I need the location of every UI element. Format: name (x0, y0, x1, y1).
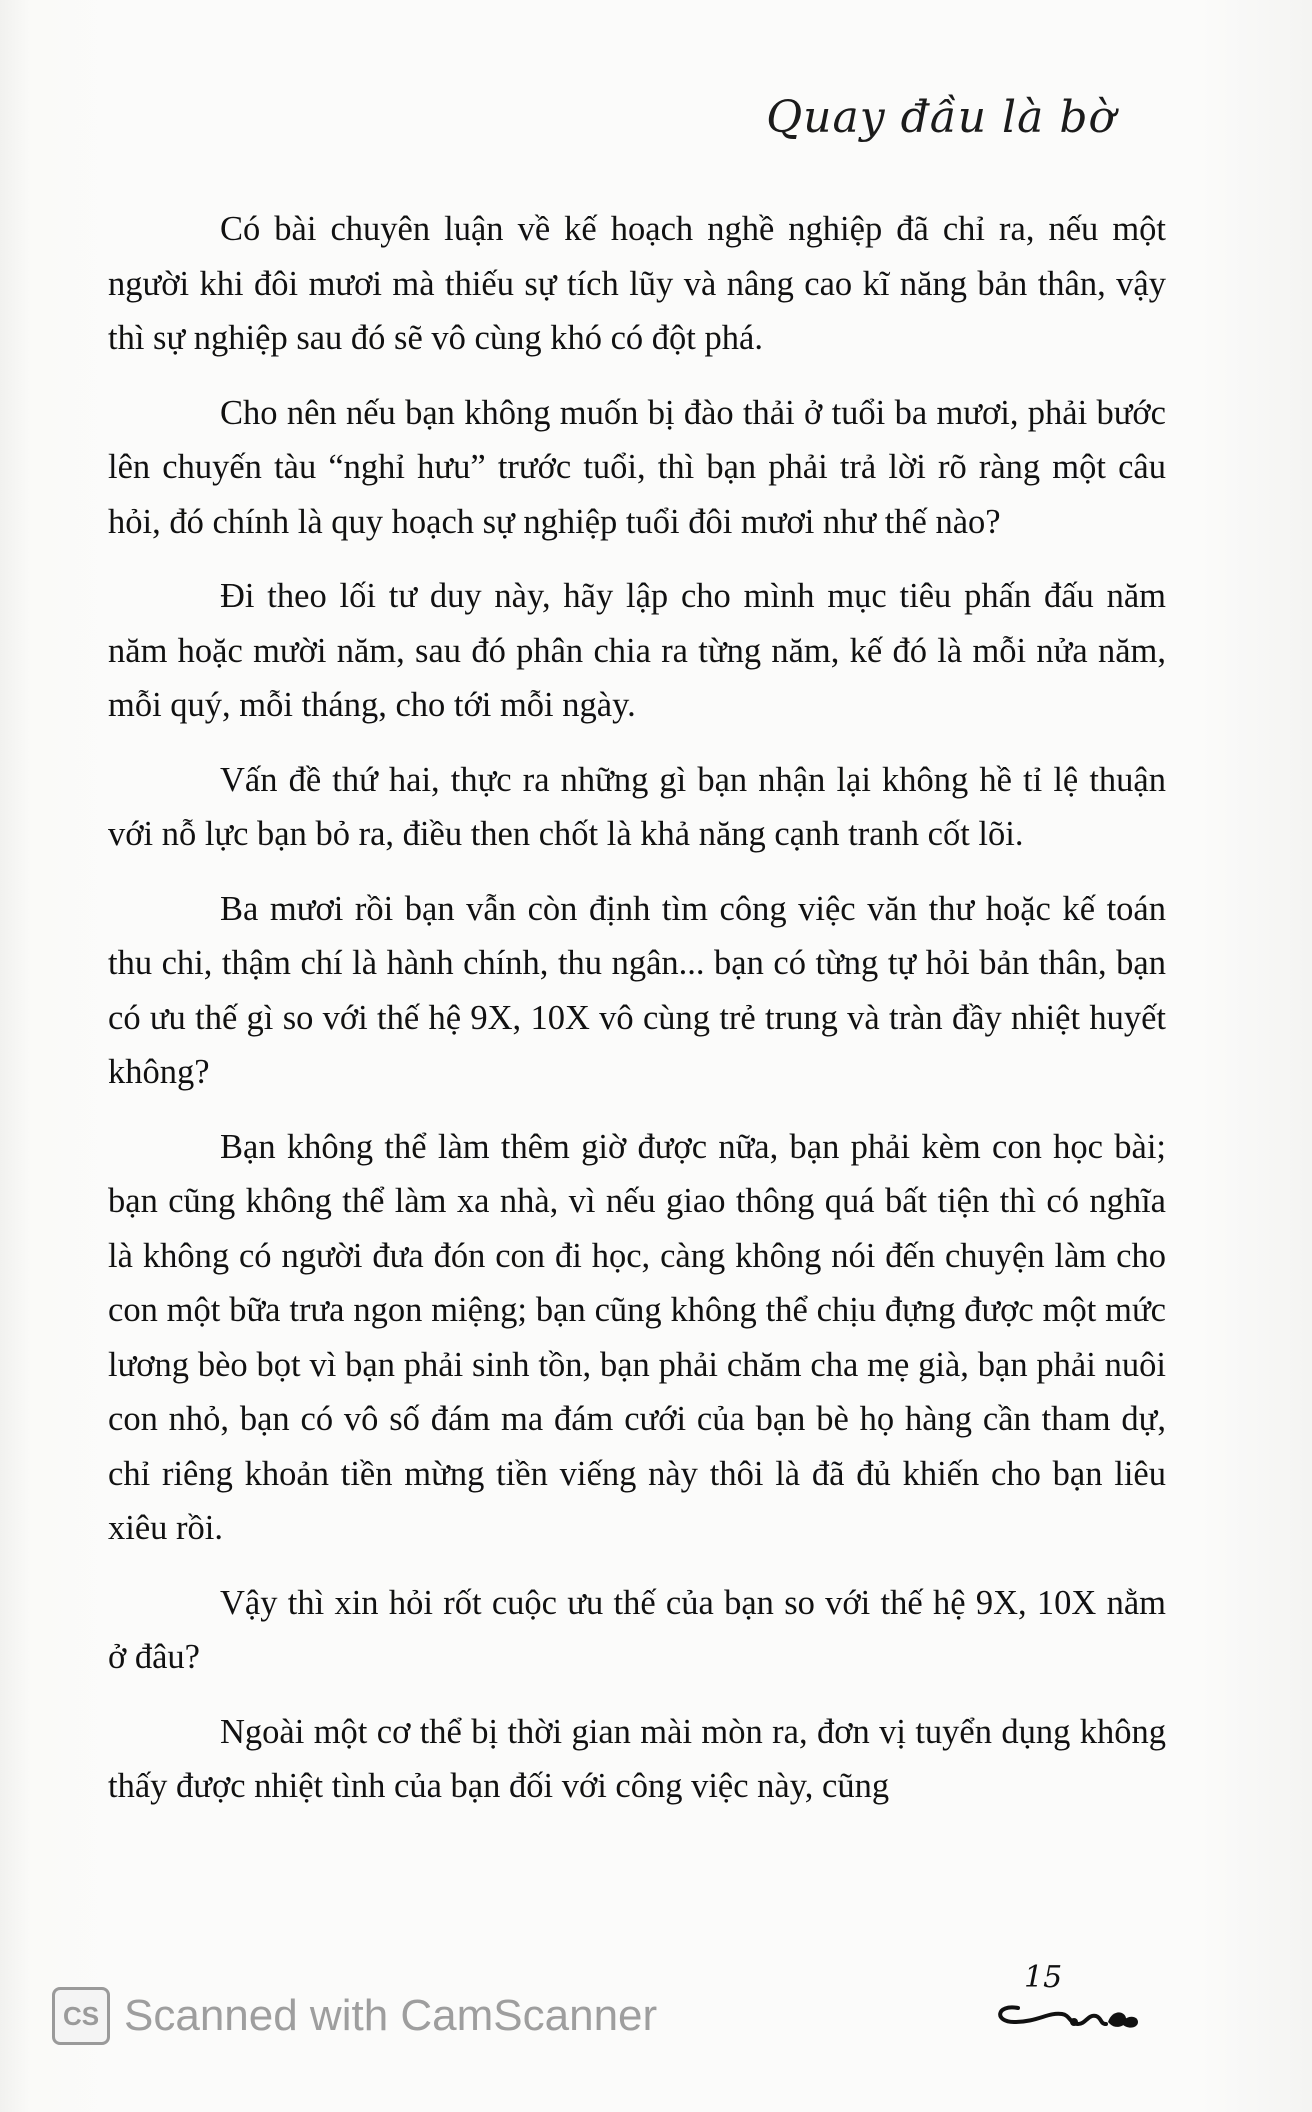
camscanner-watermark (52, 1982, 657, 2050)
page-number: 15 (1024, 1960, 1063, 1995)
paragraph-5: Ba mươi rồi bạn vẫn còn định tìm công việc văn thư hoặc kế toán thu chi, thậm chí là hành chính, thu ngân... bạn có từng tự hỏi bản thân, bạn có ưu thế gì so với thế hệ 9X, 10X vô cùng trẻ trung và tràn đầy nhiệt huyết không? (108, 889, 1166, 1091)
paragraph-2: Cho nên nếu bạn không muốn bị đào thải ở tuổi ba mươi, phải bước lên chuyến tàu “nghỉ hưu” trước tuổi, thì bạn phải trả lời rõ ràng một câu hỏi, đó chính là quy hoạch sự nghiệp tuổi đôi mươi như thế nào? (108, 393, 1166, 541)
paragraph-1: Có bài chuyên luận về kế hoạch nghề nghiệp đã chỉ ra, nếu một người khi đôi mươi mà thiếu sự tích lũy và nâng cao kĩ năng bản thân, vậy thì sự nghiệp sau đó sẽ vô cùng khó có đột phá. (108, 210, 1166, 357)
camscanner-logo-icon: CS (52, 1987, 110, 2045)
page-number-ornament (988, 1960, 1148, 2040)
paragraph-4: Vấn đề thứ hai, thực ra những gì bạn nhận lại không hề tỉ lệ thuận với nỗ lực bạn bỏ ra, điều then chốt là khả năng cạnh tranh cốt lõi. (108, 760, 1166, 853)
paragraph-6: Bạn không thể làm thêm giờ được nữa, bạn phải kèm con học bài; bạn cũng không thể làm xa nhà, vì nếu giao thông quá bất tiện thì có nghĩa là không có người đưa đón con đi học, càng không nói đến chuyện làm cho con một bữa trưa ngon miệng; bạn cũng không thể chịu đựng được một mức lương bèo bọt vì bạn phải sinh tồn, bạn phải chăm cha mẹ già, bạn phải nuôi con nhỏ, bạn có vô số đám ma đám cưới của bạn bè họ hàng cần tham dự, chỉ riêng khoản tiền mừng tiền viếng này thôi là đã đủ khiến cho bạn liêu xiêu rồi. (108, 1127, 1166, 1547)
paragraph-8: Ngoài một cơ thể bị thời gian mài mòn ra, đơn vị tuyển dụng không thấy được nhiệt tình của bạn đối với công việc này, cũng (108, 1712, 1166, 1805)
watermark-text: Scanned with CamScanner (124, 1991, 658, 2040)
running-header-title: Quay đầu là bờ (766, 92, 1116, 143)
body-text (108, 202, 1166, 1834)
paragraph-7: Vậy thì xin hỏi rốt cuộc ưu thế của bạn so với thế hệ 9X, 10X nằm ở đâu? (108, 1583, 1166, 1676)
flourish-icon (988, 1978, 1148, 2038)
paragraph-3: Đi theo lối tư duy này, hãy lập cho mình mục tiêu phấn đấu năm năm hoặc mười năm, sau đó phân chia ra từng năm, kế đó là mỗi nửa năm, mỗi quý, mỗi tháng, cho tới mỗi ngày. (108, 577, 1166, 724)
